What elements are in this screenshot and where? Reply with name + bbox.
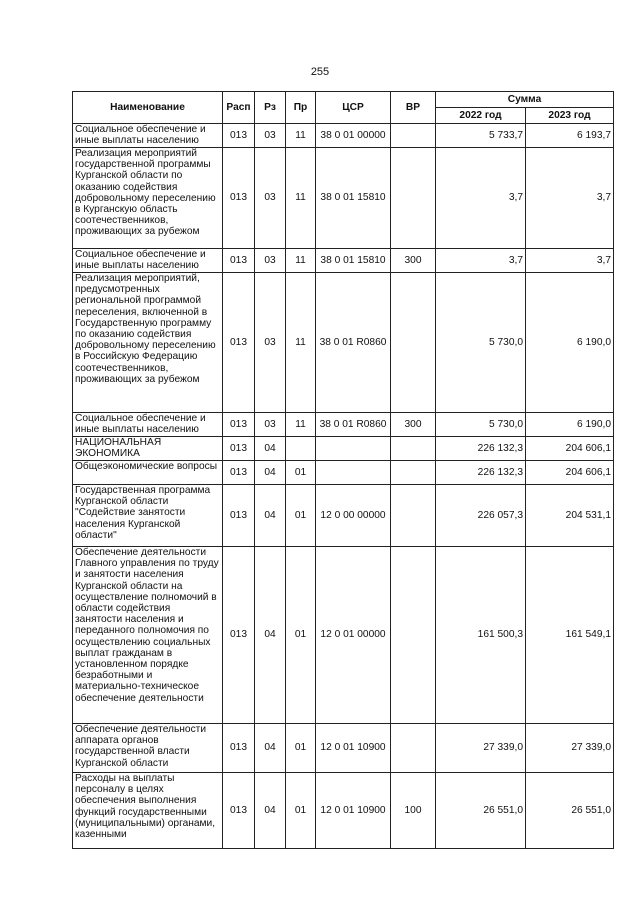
table-row xyxy=(73,547,614,724)
page-number: 255 xyxy=(310,66,330,78)
row-pr: 01 xyxy=(286,773,316,849)
row-rz: 04 xyxy=(255,773,286,849)
row-vr: 300 xyxy=(391,249,436,273)
row-rz: 03 xyxy=(255,273,286,413)
row-csr: 12 0 00 00000 xyxy=(316,485,391,547)
row-sum-2023: 204 606,1 xyxy=(526,461,614,485)
header-sum: Сумма xyxy=(436,92,614,108)
table-row xyxy=(73,437,614,461)
row-sum-2023: 161 549,1 xyxy=(526,547,614,724)
row-csr: 38 0 01 00000 xyxy=(316,124,391,148)
table-row xyxy=(73,148,614,249)
table-body xyxy=(73,124,614,849)
row-pr: 11 xyxy=(286,148,316,249)
row-rasp: 013 xyxy=(223,724,255,773)
row-name: Общеэкономические вопросы xyxy=(73,461,223,485)
row-csr: 12 0 01 10900 xyxy=(316,773,391,849)
table-row xyxy=(73,124,614,148)
row-sum-2022: 3,7 xyxy=(436,249,526,273)
row-rasp: 013 xyxy=(223,273,255,413)
row-vr xyxy=(391,273,436,413)
row-rz: 04 xyxy=(255,485,286,547)
row-name: Реализация мероприятий, предусмотренных региональной программой переселения, включенной в Государственную программу по оказанию содействия добровольному переселению в Российскую Федерацию соотечественников, проживающих за рубежом xyxy=(73,273,223,413)
header-vr: ВР xyxy=(391,92,436,124)
row-csr: 38 0 01 R0860 xyxy=(316,273,391,413)
header-rasp: Расп xyxy=(223,92,255,124)
row-rz: 03 xyxy=(255,148,286,249)
row-rasp: 013 xyxy=(223,413,255,437)
row-name: Социальное обеспечение и иные выплаты населению xyxy=(73,249,223,273)
row-sum-2023: 6 193,7 xyxy=(526,124,614,148)
row-sum-2023: 3,7 xyxy=(526,148,614,249)
row-sum-2022: 226 132,3 xyxy=(436,461,526,485)
row-rasp: 013 xyxy=(223,124,255,148)
row-rz: 04 xyxy=(255,437,286,461)
row-vr xyxy=(391,485,436,547)
row-name: Социальное обеспечение и иные выплаты населению xyxy=(73,124,223,148)
row-name: Обеспечение деятельности аппарата органов государственной власти Курганской области xyxy=(73,724,223,773)
row-rz: 03 xyxy=(255,249,286,273)
table-row xyxy=(73,461,614,485)
row-csr xyxy=(316,461,391,485)
row-sum-2022: 26 551,0 xyxy=(436,773,526,849)
header-rz: Рз xyxy=(255,92,286,124)
row-sum-2022: 3,7 xyxy=(436,148,526,249)
header-year-2022: 2022 год xyxy=(436,108,526,124)
row-pr: 11 xyxy=(286,249,316,273)
row-rz: 04 xyxy=(255,461,286,485)
row-sum-2023: 204 606,1 xyxy=(526,437,614,461)
row-rasp: 013 xyxy=(223,485,255,547)
table-row xyxy=(73,485,614,547)
header-csr: ЦСР xyxy=(316,92,391,124)
row-pr: 01 xyxy=(286,461,316,485)
row-sum-2023: 6 190,0 xyxy=(526,413,614,437)
row-csr: 12 0 01 10900 xyxy=(316,724,391,773)
table-row xyxy=(73,249,614,273)
row-vr xyxy=(391,148,436,249)
row-rz: 03 xyxy=(255,124,286,148)
row-name: НАЦИОНАЛЬНАЯ ЭКОНОМИКА xyxy=(73,437,223,461)
row-sum-2022: 5 730,0 xyxy=(436,413,526,437)
row-pr: 11 xyxy=(286,273,316,413)
row-pr: 01 xyxy=(286,547,316,724)
header-pr: Пр xyxy=(286,92,316,124)
row-sum-2022: 226 132,3 xyxy=(436,437,526,461)
row-name: Реализация мероприятий государственной программы Курганской области по оказанию содействия добровольному переселению в Курганскую область соотечественников, проживающих за рубежом xyxy=(73,148,223,249)
budget-table xyxy=(72,91,614,849)
row-csr xyxy=(316,437,391,461)
row-csr: 38 0 01 R0860 xyxy=(316,413,391,437)
row-csr: 12 0 01 00000 xyxy=(316,547,391,724)
row-sum-2023: 26 551,0 xyxy=(526,773,614,849)
row-sum-2023: 204 531,1 xyxy=(526,485,614,547)
row-pr: 11 xyxy=(286,413,316,437)
row-rz: 03 xyxy=(255,413,286,437)
row-vr xyxy=(391,461,436,485)
row-rasp: 013 xyxy=(223,773,255,849)
row-name: Государственная программа Курганской области "Содействие занятости населения Курганской области" xyxy=(73,485,223,547)
row-sum-2023: 27 339,0 xyxy=(526,724,614,773)
row-vr xyxy=(391,124,436,148)
header-year-2023: 2023 год xyxy=(526,108,614,124)
row-rz: 04 xyxy=(255,547,286,724)
row-name: Обеспечение деятельности Главного управления по труду и занятости населения Курганской области на осуществление полномочий в области содействия занятости населения и переданного полномочия по осуществлению социальных выплат гражданам в установленном порядке безработными и материально-техническое обеспечение деятельности xyxy=(73,547,223,724)
row-pr: 01 xyxy=(286,485,316,547)
row-sum-2022: 5 733,7 xyxy=(436,124,526,148)
row-vr: 300 xyxy=(391,413,436,437)
row-vr xyxy=(391,547,436,724)
row-rasp: 013 xyxy=(223,249,255,273)
row-csr: 38 0 01 15810 xyxy=(316,249,391,273)
row-rasp: 013 xyxy=(223,461,255,485)
row-vr xyxy=(391,724,436,773)
row-vr: 100 xyxy=(391,773,436,849)
row-sum-2022: 5 730,0 xyxy=(436,273,526,413)
row-pr xyxy=(286,437,316,461)
row-sum-2022: 161 500,3 xyxy=(436,547,526,724)
table-row xyxy=(73,724,614,773)
row-sum-2023: 6 190,0 xyxy=(526,273,614,413)
row-sum-2023: 3,7 xyxy=(526,249,614,273)
row-sum-2022: 226 057,3 xyxy=(436,485,526,547)
row-rz: 04 xyxy=(255,724,286,773)
table-row xyxy=(73,773,614,849)
row-name: Социальное обеспечение и иные выплаты населению xyxy=(73,413,223,437)
row-name: Расходы на выплаты персоналу в целях обеспечения выполнения функций государственными (муниципальными) органами, казенными xyxy=(73,773,223,849)
table-row xyxy=(73,273,614,413)
row-rasp: 013 xyxy=(223,437,255,461)
row-pr: 11 xyxy=(286,124,316,148)
table-row xyxy=(73,413,614,437)
row-vr xyxy=(391,437,436,461)
row-csr: 38 0 01 15810 xyxy=(316,148,391,249)
row-pr: 01 xyxy=(286,724,316,773)
row-rasp: 013 xyxy=(223,547,255,724)
header-name: Наименование xyxy=(73,92,223,124)
row-sum-2022: 27 339,0 xyxy=(436,724,526,773)
row-rasp: 013 xyxy=(223,148,255,249)
